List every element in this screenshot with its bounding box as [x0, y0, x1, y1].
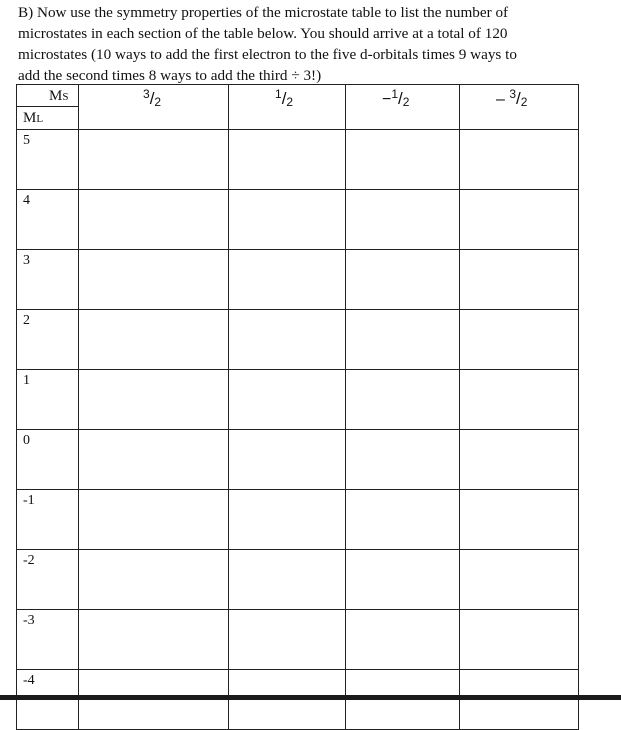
- answer-cell[interactable]: [229, 490, 346, 550]
- instructions-line: B) Now use the symmetry properties of the microstate table to list the number of: [18, 4, 509, 21]
- answer-cell[interactable]: [79, 250, 229, 310]
- ms-header-cell: [79, 85, 229, 130]
- answer-cell[interactable]: [229, 430, 346, 490]
- table-row: [17, 310, 579, 370]
- answer-cell[interactable]: [346, 370, 460, 430]
- answer-cell[interactable]: [346, 190, 460, 250]
- ml-value-cell: [17, 130, 79, 190]
- answer-cell[interactable]: [229, 550, 346, 610]
- answer-cell[interactable]: [229, 370, 346, 430]
- ms-header-value: $^3/_2$: [143, 87, 162, 109]
- answer-cell[interactable]: [79, 130, 229, 190]
- answer-cell[interactable]: [460, 610, 579, 670]
- ml-value: -4: [23, 673, 35, 688]
- answer-cell[interactable]: [460, 370, 579, 430]
- ml-value-cell: [17, 250, 79, 310]
- answer-cell[interactable]: [460, 550, 579, 610]
- instructions-paragraph: [18, 2, 618, 86]
- table-row: [17, 490, 579, 550]
- ml-axis-label: ML: [23, 110, 44, 126]
- answer-cell[interactable]: [346, 310, 460, 370]
- answer-cell[interactable]: [79, 610, 229, 670]
- ms-header-value: – $^3/_2$: [496, 87, 528, 109]
- ms-header-cell: [460, 85, 579, 130]
- ms-axis-label: MS: [49, 88, 69, 104]
- answer-cell[interactable]: [460, 190, 579, 250]
- answer-cell[interactable]: [79, 370, 229, 430]
- answer-cell[interactable]: [229, 130, 346, 190]
- answer-cell[interactable]: [79, 190, 229, 250]
- answer-cell[interactable]: [460, 430, 579, 490]
- ms-header-cell: [229, 85, 346, 130]
- answer-cell[interactable]: [229, 250, 346, 310]
- table-row: [17, 250, 579, 310]
- answer-cell[interactable]: [79, 550, 229, 610]
- ml-value-cell: [17, 490, 79, 550]
- instructions-line: add the second times 8 ways to add the third ÷ 3!): [18, 67, 322, 84]
- ml-value-cell: [17, 610, 79, 670]
- ml-value-cell: [17, 550, 79, 610]
- table-header-row: [17, 85, 579, 130]
- ml-value: 2: [23, 313, 30, 328]
- answer-cell[interactable]: [346, 250, 460, 310]
- answer-cell[interactable]: [79, 490, 229, 550]
- corner-header-cell: [17, 85, 79, 130]
- answer-cell[interactable]: [229, 610, 346, 670]
- ml-value: 4: [23, 193, 30, 208]
- ml-value-cell: [17, 310, 79, 370]
- answer-cell[interactable]: [460, 310, 579, 370]
- ml-value-cell: [17, 190, 79, 250]
- answer-cell[interactable]: [460, 490, 579, 550]
- answer-cell[interactable]: [346, 130, 460, 190]
- ml-value: -3: [23, 613, 35, 628]
- instructions-line: microstates (10 ways to add the first electron to the five d-orbitals times 9 ways to: [18, 46, 517, 63]
- ml-value: 5: [23, 133, 30, 148]
- microstate-table: [16, 84, 579, 730]
- table-row: [17, 610, 579, 670]
- answer-cell[interactable]: [79, 430, 229, 490]
- ml-value: -1: [23, 493, 35, 508]
- ml-value: 0: [23, 433, 30, 448]
- ms-header-value: $-^1/_2$: [382, 87, 410, 109]
- table-row: [17, 370, 579, 430]
- answer-cell[interactable]: [79, 310, 229, 370]
- answer-cell[interactable]: [229, 310, 346, 370]
- table-row: [17, 190, 579, 250]
- instructions-line: microstates in each section of the table below. You should arrive at a total of 120: [18, 25, 508, 42]
- answer-cell[interactable]: [346, 550, 460, 610]
- ml-value-cell: [17, 430, 79, 490]
- ml-value: 1: [23, 373, 30, 388]
- bottom-edge-bar: [0, 695, 621, 700]
- table-row: [17, 130, 579, 190]
- answer-cell[interactable]: [346, 490, 460, 550]
- answer-cell[interactable]: [460, 250, 579, 310]
- ml-value: -2: [23, 553, 35, 568]
- table-row: [17, 430, 579, 490]
- ml-value-cell: [17, 370, 79, 430]
- ml-value: 3: [23, 253, 30, 268]
- ms-header-cell: [346, 85, 460, 130]
- answer-cell[interactable]: [346, 610, 460, 670]
- ms-header-value: $^1/_2$: [275, 87, 294, 109]
- table-row: [17, 550, 579, 610]
- answer-cell[interactable]: [346, 430, 460, 490]
- answer-cell[interactable]: [229, 190, 346, 250]
- answer-cell[interactable]: [460, 130, 579, 190]
